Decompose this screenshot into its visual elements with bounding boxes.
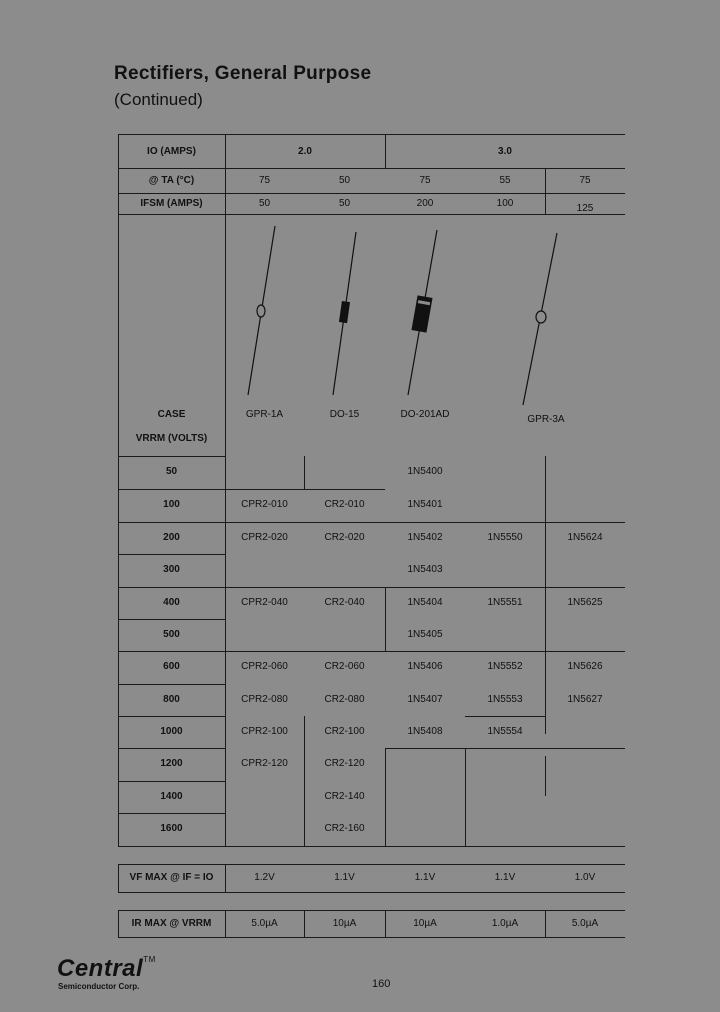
part-number-cell: 1N5553 (487, 694, 523, 705)
part-number-cell: 1N5554 (487, 726, 523, 737)
gpr-1a-diode-icon (248, 226, 275, 395)
ir-label: IR MAX @ VRRM (131, 918, 212, 929)
part-number-cell: CR2-060 (324, 661, 365, 672)
ir-value: 5.0µA (251, 918, 278, 929)
ir-value: 10µA (413, 918, 437, 929)
ifsm-label: IFSM (AMPS) (140, 198, 203, 209)
vrrm-value: 400 (163, 597, 180, 608)
page-subtitle: (Continued) (114, 90, 203, 109)
vf-value: 1.1V (414, 872, 436, 883)
ta-value: 75 (579, 175, 591, 186)
ir-value: 1.0µA (491, 918, 519, 929)
ifsm-value: 50 (338, 198, 351, 209)
vrrm-value: 600 (163, 661, 180, 672)
ir-value: 5.0µA (571, 918, 599, 929)
vf-value: 1.1V (494, 872, 516, 883)
part-number-cell: CPR2-040 (241, 597, 288, 608)
part-number-cell: 1N5407 (407, 694, 443, 705)
part-number-cell: 1N5625 (567, 597, 603, 608)
vrrm-value: 100 (163, 499, 180, 510)
part-number-cell: 1N5403 (407, 564, 443, 575)
vrrm-value: 1600 (160, 823, 183, 834)
part-number-cell: CPR2-020 (241, 532, 288, 543)
part-number-cell: 1N5627 (567, 694, 603, 705)
part-number-cell: CR2-160 (324, 823, 365, 834)
central-logo: Central™ (57, 955, 156, 982)
page-title: Rectifiers, General Purpose (114, 63, 372, 84)
ta-label: @ TA (°C) (148, 175, 195, 186)
page-number: 160 (372, 978, 391, 990)
case-value: GPR-3A (527, 414, 565, 425)
part-number-cell: CR2-140 (324, 791, 365, 802)
ifsm-value: 200 (416, 198, 434, 209)
vrrm-label: VRRM (VOLTS) (135, 433, 208, 444)
part-number-cell: CR2-080 (324, 694, 365, 705)
vrrm-value: 800 (163, 694, 180, 705)
vf-label: VF MAX @ IF = IO (129, 872, 214, 883)
part-number-cell: 1N5402 (407, 532, 443, 543)
part-number-cell: 1N5552 (487, 661, 523, 672)
vrrm-value: 500 (163, 629, 180, 640)
case-label: CASE (157, 409, 186, 420)
part-number-cell: CR2-120 (324, 758, 365, 769)
part-number-cell: 1N5626 (567, 661, 603, 672)
part-number-cell: 1N5401 (407, 499, 443, 510)
part-number-cell: 1N5551 (487, 597, 523, 608)
part-number-cell: 1N5400 (407, 466, 443, 477)
part-number-cell: CPR2-100 (241, 726, 288, 737)
ta-value: 75 (258, 175, 271, 186)
vrrm-value: 300 (163, 564, 180, 575)
vrrm-value: 200 (163, 532, 180, 543)
case-value: DO-201AD (400, 409, 450, 420)
ta-value: 75 (419, 175, 431, 186)
vrrm-value: 1000 (160, 726, 183, 737)
vrrm-value: 1400 (160, 791, 183, 802)
do-201ad-diode-icon (408, 230, 437, 395)
vf-value: 1.0V (574, 872, 596, 883)
case-value: GPR-1A (245, 409, 284, 420)
part-number-cell: CR2-010 (324, 499, 365, 510)
part-number-cell: 1N5404 (407, 597, 443, 608)
ifsm-value: 125 (576, 203, 594, 214)
part-number-cell: CR2-020 (324, 532, 365, 543)
part-number-cell: CPR2-120 (241, 758, 288, 769)
part-number-cell: CR2-040 (324, 597, 365, 608)
company-name: Semiconductor Corp. (58, 982, 140, 991)
do-15-diode-icon (333, 232, 356, 395)
vrrm-value: 50 (165, 466, 178, 477)
io-value-2a: 2.0 (298, 146, 312, 157)
part-number-cell: CPR2-010 (241, 499, 288, 510)
part-number-cell: 1N5406 (407, 661, 443, 672)
vrrm-value: 1200 (160, 758, 183, 769)
gpr-3a-diode-icon (523, 233, 557, 405)
part-number-cell: 1N5624 (567, 532, 603, 543)
ta-value: 55 (499, 175, 511, 186)
vf-value: 1.1V (334, 872, 355, 883)
part-number-cell: CPR2-060 (241, 661, 288, 672)
io-label: IO (AMPS) (147, 146, 196, 157)
case-value: DO-15 (329, 409, 360, 420)
vf-value: 1.2V (254, 872, 275, 883)
ifsm-value: 50 (258, 198, 271, 209)
part-number-cell: CPR2-080 (241, 694, 288, 705)
io-value-3a: 3.0 (498, 146, 512, 157)
part-number-cell: 1N5550 (487, 532, 523, 543)
ifsm-value: 100 (496, 198, 514, 209)
ta-value: 50 (338, 175, 351, 186)
part-number-cell: CR2-100 (324, 726, 365, 737)
ir-value: 10µA (332, 918, 357, 929)
part-number-cell: 1N5408 (407, 726, 443, 737)
part-number-cell: 1N5405 (407, 629, 443, 640)
